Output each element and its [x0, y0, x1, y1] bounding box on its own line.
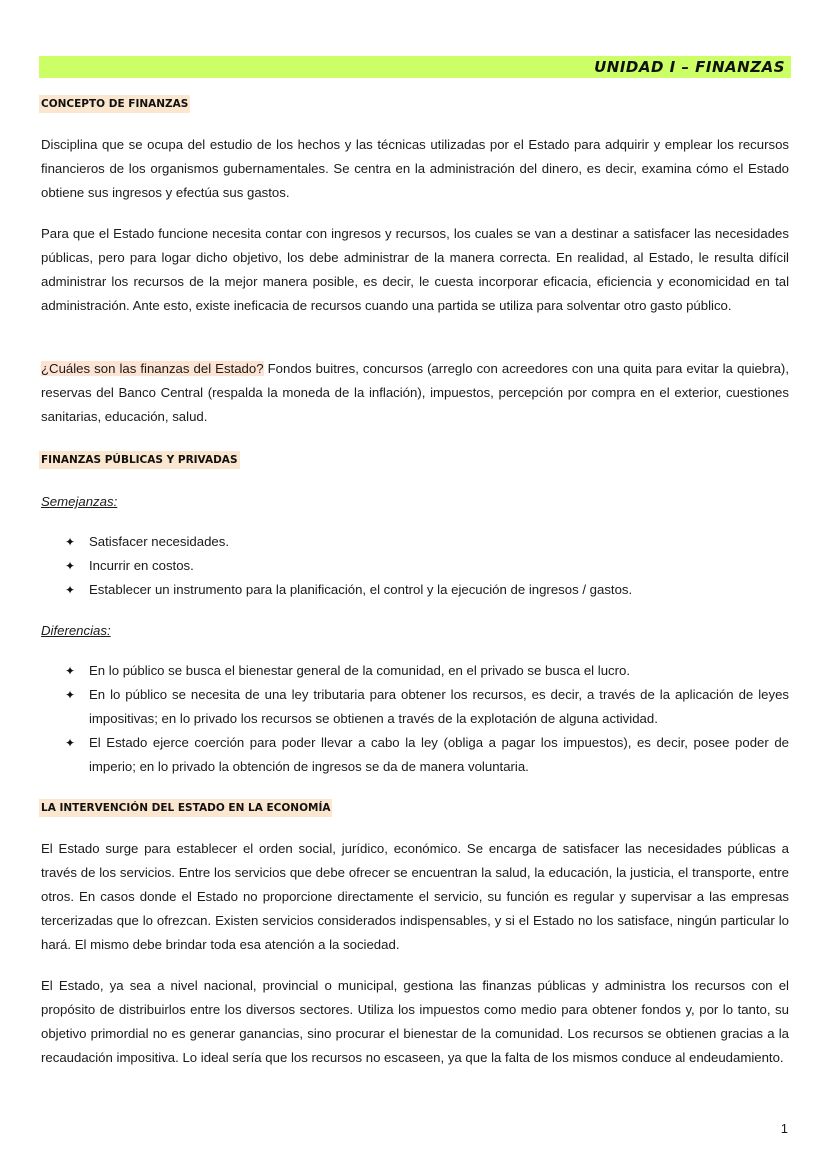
list-item: ✦ Satisfacer necesidades.: [41, 530, 789, 554]
page-number: 1: [780, 1121, 788, 1136]
star-bullet-icon: ✦: [65, 535, 76, 549]
diferencias-list: [41, 659, 789, 779]
diferencias-label: Diferencias:: [41, 623, 111, 638]
unit-title-banner: [39, 56, 791, 78]
section-heading-intervencion: LA INTERVENCIÓN DEL ESTADO EN LA ECONOMÍA: [39, 799, 332, 817]
paragraph-intervencion-1: El Estado surge para establecer el orden social, jurídico, económico. Se encarga de satisfacer las necesidades públicas a través de los servicios. Entre los servicios que debe ofrecer se encuentran la salud, la educación, la justicia, el transporte, entre otros. En casos donde el Estado no proporcione directamente el servicio, su función es regular y supervisar a las empresas tercerizadas que lo ofrezcan. Existen servicios considerados indispensables, y si el Estado no los satisface, ningún particular lo hará. El mismo debe brindar toda esa atención a la sociedad.: [41, 841, 789, 952]
semejanzas-list: [41, 530, 789, 602]
list-item: ✦ Incurrir en costos.: [41, 554, 789, 578]
star-bullet-icon: ✦: [65, 688, 76, 702]
star-bullet-icon: ✦: [65, 559, 76, 573]
paragraph-concepto-2: Para que el Estado funcione necesita contar con ingresos y recursos, los cuales se van a destinar a satisfacer las necesidades públicas, pero para logar dicho objetivo, los debe administrar de la manera correcta. En realidad, al Estado, le resulta difícil administrar los recursos de la mejor manera posible, es decir, le cuesta incorporar eficacia, eficiencia y economicidad en tal administración. Ante esto, existe ineficacia de recursos cuando una partida se utiliza para solventar otro gasto público.: [41, 226, 789, 313]
unit-title: UNIDAD I – FINANZAS: [594, 58, 785, 76]
paragraph-concepto-3: [41, 357, 789, 429]
section-heading-concepto: CONCEPTO DE FINANZAS: [39, 95, 190, 113]
paragraph-concepto-3-text: Fondos buitres, concursos (arreglo con acreedores con una quita para evitar la quiebra), reservas del Banco Central (respalda la moneda de la inflación), impuestos, percepción por compra en el exterior, cuestiones sanitarias, educación, salud.: [41, 361, 789, 424]
section-heading-publicas-privadas: FINANZAS PÚBLICAS Y PRIVADAS: [39, 451, 240, 469]
star-bullet-icon: ✦: [65, 583, 76, 597]
list-item: ✦ En lo público se busca el bienestar general de la comunidad, en el privado se busca el lucro.: [41, 659, 789, 683]
list-item: ✦ Establecer un instrumento para la planificación, el control y la ejecución de ingresos / gastos.: [41, 578, 789, 602]
paragraph-intervencion-2: El Estado, ya sea a nivel nacional, provincial o municipal, gestiona las finanzas públicas y administra los recursos con el propósito de distribuirlos entre los diversos sectores. Utiliza los impuestos como medio para obtener fondos y, por lo tanto, su objetivo primordial no es generar ganancias, sino procurar el bienestar de la comunidad. Los recursos se obtienen gracias a la recaudación impositiva. Lo ideal sería que los recursos no escaseen, ya que la falta de los mismos conduce al endeudamiento.: [41, 978, 789, 1065]
list-item: ✦ En lo público se necesita de una ley tributaria para obtener los recursos, es decir, a través de la aplicación de leyes impositivas; en lo privado los recursos se obtienen a través de la explotación de alguna actividad.: [41, 683, 789, 731]
star-bullet-icon: ✦: [65, 664, 76, 678]
semejanzas-label: Semejanzas:: [41, 494, 118, 509]
highlighted-question: ¿Cuáles son las finanzas del Estado?: [41, 361, 264, 376]
paragraph-concepto-1: Disciplina que se ocupa del estudio de los hechos y las técnicas utilizadas por el Estado para adquirir y emplear los recursos financieros de los organismos gubernamentales. Se centra en la administración del dinero, es decir, examina cómo el Estado obtiene sus ingresos y efectúa sus gastos.: [41, 137, 789, 200]
star-bullet-icon: ✦: [65, 736, 76, 750]
list-item: ✦ El Estado ejerce coerción para poder llevar a cabo la ley (obliga a pagar los impuestos), es decir, posee poder de imperio; en lo privado la obtención de ingresos se da de manera voluntaria.: [41, 731, 789, 779]
